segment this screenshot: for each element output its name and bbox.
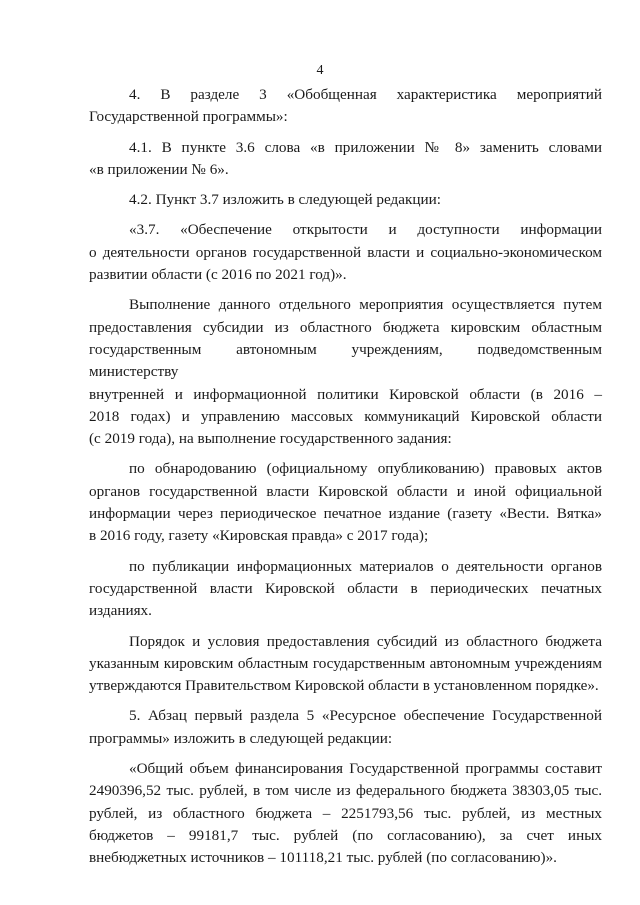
paragraph bbox=[89, 189, 602, 211]
text-line: государственным автономным учреждениям, подведомственным министерству bbox=[89, 340, 602, 381]
text-line: информации через периодическое печатное издание (газету «Вести. Вятка» bbox=[89, 505, 602, 523]
paragraph bbox=[89, 458, 602, 547]
text-line: указанным кировским областным государственным автономным учреждениям bbox=[89, 654, 602, 672]
text-line: 4.2. Пункт 3.7 изложить в следующей редакции: bbox=[129, 191, 442, 209]
text-line: развитии области (с 2016 по 2021 год)». bbox=[89, 266, 347, 284]
text-line: изданиях. bbox=[89, 602, 152, 620]
paragraph bbox=[89, 219, 602, 286]
text-line: утверждаются Правительством Кировской области в установленном порядке». bbox=[89, 677, 599, 695]
text-line: органов государственной власти Кировской области и иной официальной bbox=[89, 482, 602, 500]
text-line: 2018 годах) и управлению массовых коммуникаций Кировской области bbox=[89, 407, 602, 425]
text-line: рублей, из областного бюджета – 2251793,56 тыс. рублей, из местных bbox=[89, 804, 602, 822]
text-line: 2490396,52 тыс. рублей, в том числе из федерального бюджета 38303,05 тыс. bbox=[89, 782, 602, 800]
text-line: внебюджетных источников – 101118,21 тыс. рублей (по согласованию)». bbox=[89, 849, 557, 867]
text-line: Порядок и условия предоставления субсидий из областного бюджета bbox=[129, 632, 602, 650]
text-line: 4.1. В пункте 3.6 слова «в приложении № 8» заменить словами bbox=[129, 138, 602, 156]
text-line: (с 2019 года), на выполнение государственного задания: bbox=[89, 430, 452, 448]
paragraph bbox=[89, 705, 602, 750]
text-line: внутренней и информационной политики Кировской области (в 2016 – bbox=[89, 385, 602, 403]
text-line: о деятельности органов государственной власти и социально-экономическом bbox=[89, 243, 602, 261]
text-line: по публикации информационных материалов о деятельности органов bbox=[129, 557, 602, 575]
paragraph bbox=[89, 631, 602, 698]
text-line: 4. В разделе 3 «Обобщенная характеристика мероприятий bbox=[129, 86, 602, 103]
text-line: 5. Абзац первый раздела 5 «Ресурсное обеспечение Государственной bbox=[129, 707, 602, 725]
text-line: в 2016 году, газету «Кировская правда» с 2017 года); bbox=[89, 527, 429, 545]
text-line: государственной власти Кировской области в периодических печатных bbox=[89, 579, 602, 597]
document-body bbox=[89, 84, 602, 870]
text-line: программы» изложить в следующей редакции: bbox=[89, 729, 393, 747]
paragraph bbox=[89, 758, 602, 869]
paragraph bbox=[89, 294, 602, 450]
text-line: «Общий объем финансирования Государственной программы составит bbox=[129, 760, 602, 778]
text-line: «в приложении № 6». bbox=[89, 160, 229, 178]
text-line: «3.7. «Обеспечение открытости и доступности информации bbox=[129, 221, 602, 239]
paragraph bbox=[89, 556, 602, 623]
paragraph bbox=[89, 137, 602, 182]
paragraph bbox=[89, 84, 602, 129]
text-line: по обнародованию (официальному опубликованию) правовых актов bbox=[129, 460, 602, 478]
text-line: Государственной программы»: bbox=[89, 108, 288, 126]
page-number: 4 bbox=[316, 63, 324, 78]
text-line: предоставления субсидии из областного бюджета кировским областным bbox=[89, 318, 602, 336]
text-line: Выполнение данного отдельного мероприятия осуществляется путем bbox=[129, 296, 602, 314]
text-line: бюджетов – 99181,7 тыс. рублей (по согласованию), за счет иных bbox=[89, 826, 602, 844]
